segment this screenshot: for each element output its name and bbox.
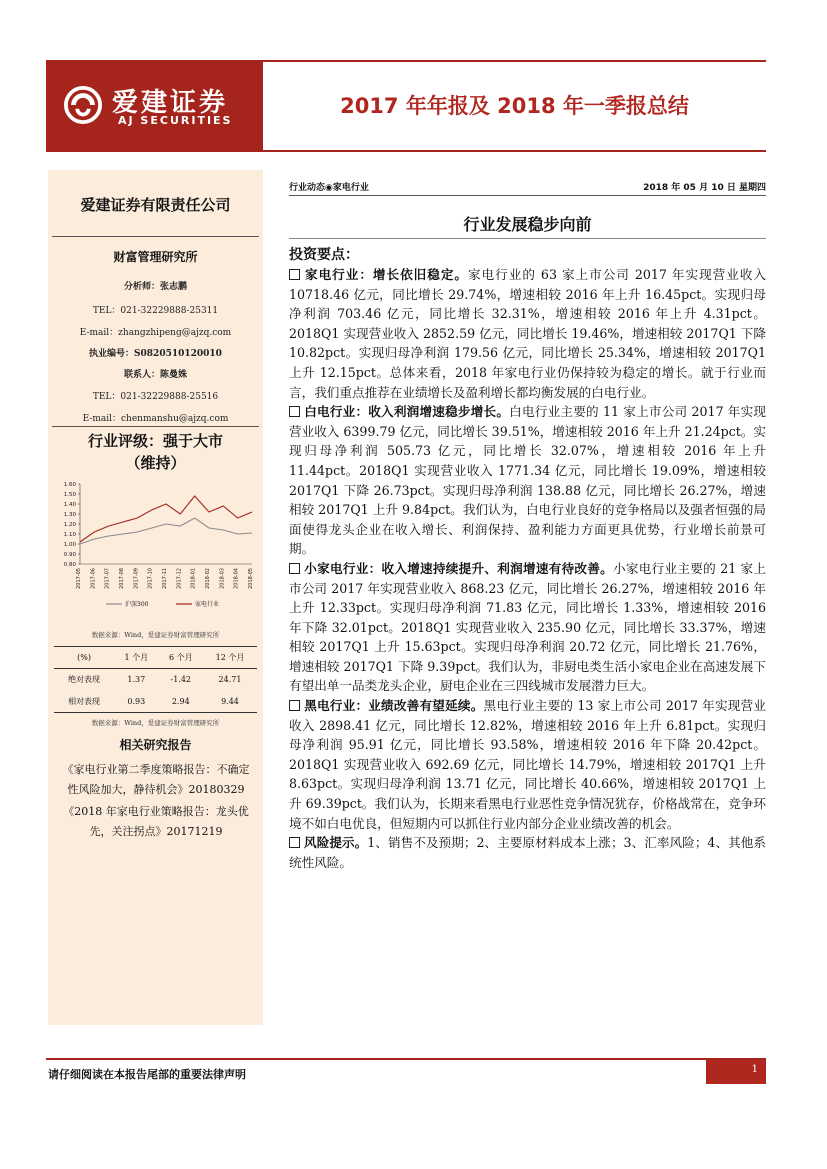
y-tick-label: 1.40 bbox=[63, 502, 76, 508]
legend-label: 沪深300 bbox=[125, 601, 149, 608]
header-rule-top bbox=[263, 60, 766, 62]
sidebar-divider bbox=[52, 426, 259, 427]
table-row bbox=[54, 669, 257, 691]
y-tick-label: 1.10 bbox=[63, 532, 76, 538]
related-reports-title: 相关研究报告 bbox=[119, 738, 192, 752]
logo-mark-icon bbox=[64, 86, 102, 124]
performance-table bbox=[54, 646, 257, 713]
x-tick-label: 2017-10 bbox=[147, 568, 154, 589]
contact-email[interactable]: E-mail：chenmanshu@ajzq.com bbox=[82, 414, 229, 424]
point-lead: 黑电行业：业绩改善有望延续。 bbox=[304, 698, 484, 714]
x-tick-label: 2017-09 bbox=[133, 568, 140, 589]
investment-points-label: 投资要点： bbox=[289, 247, 359, 263]
x-tick-label: 2017-08 bbox=[119, 568, 125, 589]
table-cell: 0.93 bbox=[114, 691, 158, 713]
table-source: 数据来源：Wind，爱建证券财富管理研究所 bbox=[91, 719, 220, 727]
analyst-email[interactable]: E-mail：zhangzhipeng@ajzq.com bbox=[79, 328, 232, 338]
x-tick-label: 2017-12 bbox=[176, 568, 183, 589]
y-tick-label: 0.90 bbox=[63, 552, 76, 558]
table-cell: 2.94 bbox=[159, 691, 203, 713]
y-tick-label: 1.60 bbox=[63, 482, 76, 488]
page-number: 1 bbox=[706, 1060, 766, 1084]
footer-rule bbox=[46, 1058, 766, 1060]
table-header-row bbox=[54, 647, 257, 669]
logo bbox=[46, 60, 263, 152]
sidebar-divider bbox=[52, 236, 259, 237]
checkbox-bullet-icon bbox=[289, 406, 300, 417]
report-title: 2017 年年报及 2018 年一季报总结 bbox=[340, 94, 689, 118]
rating-line-1: 行业评级：强于大市 bbox=[87, 432, 223, 450]
table-cell: 绝对表现 bbox=[68, 675, 101, 685]
table-cell: -1.42 bbox=[170, 675, 192, 685]
table-row bbox=[54, 691, 257, 713]
main-title: 行业发展稳步向前 bbox=[463, 215, 592, 234]
table-header-cell: 12 个月 bbox=[203, 647, 257, 669]
chart-source: 数据来源：Wind，爱建证券财富管理研究所 bbox=[91, 631, 220, 639]
checkbox-bullet-icon bbox=[289, 837, 300, 848]
analyst-tel: TEL：021-32229888-25311 bbox=[92, 306, 219, 316]
point-text: 小家电行业主要的 21 家上市公司 2017 年实现营业收入 868.23 亿元，同比增长 26.27%，增速相较 2016 年上升 12.33pct。实现归母净利润 71.83 亿元，同比增长 1.33%，增速相较 2016 年下降 32.01pct。2018Q1 实现营业收入 235.90 亿元，同比增长 33.37%，增速相较 2017Q1 上升 15.63pct。实现归母净利润 20.72 亿元，同比增长 21.76%，增速相较 2017Q1 下降 9.39pct。我们认为，非厨电类生活小家电企业在高速发展下有望出单一品类龙头企业，厨电企业在三四线城市发展潜力巨大。 bbox=[289, 560, 767, 694]
x-tick-label: 2018-03 bbox=[219, 568, 226, 589]
rating-line-2: （维持） bbox=[125, 454, 186, 472]
table-cell: 相对表现 bbox=[54, 691, 114, 713]
point-paragraph bbox=[289, 833, 766, 872]
point-paragraph bbox=[289, 265, 766, 402]
meta-divider bbox=[289, 195, 766, 196]
legal-disclaimer-link[interactable]: 请仔细阅读在本报告尾部的重要法律声明 bbox=[48, 1068, 246, 1081]
point-text: 黑电行业主要的 13 家上市公司 2017 年实现营业收入 2898.41 亿元，同比增长 12.82%，增速相较 2016 年上升 6.81pct。实现归母净利润 95.91 亿元，同比增长 93.58%，增速相较 2016 年下降 20.42pct。2018Q1 实现营业收入 692.69 亿元，同比增长 14.79%，增速相较 2017Q1 上升 8.63pct。实现归母净利润 13.71 亿元，同比增长 40.66%，增速相较 2017Q1 上升 69.39pct。我们认为，长期来看黑电行业恶性竞争情况犹存，价格战常在，竞争环境不如白电优良，但短期内可以抓住行业内部分企业业绩改善的机会。 bbox=[289, 698, 766, 831]
checkbox-bullet-icon bbox=[289, 700, 300, 711]
table-header-cell: 1 个月 bbox=[114, 647, 158, 669]
checkbox-bullet-icon bbox=[289, 563, 300, 574]
company-name: 爱建证券有限责任公司 bbox=[80, 196, 231, 214]
table-cell: 24.71 bbox=[218, 675, 242, 685]
y-tick-label: 1.30 bbox=[63, 512, 76, 518]
point-paragraph bbox=[289, 402, 766, 559]
industry-rating bbox=[48, 430, 263, 474]
analyst-name: 分析师：张志鹏 bbox=[123, 282, 187, 292]
investment-points bbox=[289, 265, 766, 872]
legend-label: 家电行业 bbox=[195, 601, 220, 608]
contact-tel: TEL：021-32229888-25516 bbox=[92, 392, 219, 402]
point-text: 1、销售不及预期；2、主要原材料成本上涨；3、汇率风险；4、其他系统性风险。 bbox=[289, 835, 767, 870]
sidebar bbox=[48, 170, 263, 1025]
point-lead: 小家电行业：收入增速持续提升、利润增速有待改善。 bbox=[304, 560, 614, 576]
points-divider bbox=[289, 238, 766, 239]
license-number: 执业编号：S0820510120010 bbox=[89, 349, 222, 359]
performance-chart bbox=[54, 478, 259, 618]
table-cell: 1.37 bbox=[127, 675, 146, 685]
y-tick-label: 1.00 bbox=[63, 542, 76, 548]
point-text: 家电行业的 63 家上市公司 2017 年实现营业收入 10718.46 亿元，同比增长 29.74%，增速相较 2016 年上升 16.45pct。实现归母净利润 703.46 亿元，同比增长 32.31%，增速相较 2016 年上升 4.31pct。2018Q1 实现营业收入 2852.59 亿元，同比增长 19.46%，增速相较 2017Q1 下降 10.82pct。实现归母净利润 179.56 亿元，同比增长 25.34%，增速相较 2017Q1 上升 12.15pct。总体来看，2018 年家电行业仍保持较为稳定的增长。就于行业而言，我们重点推荐在业绩增长及盈利增长都均衡发展的白电行业。 bbox=[289, 267, 767, 400]
point-lead: 白电行业：收入利润增速稳步增长。 bbox=[304, 404, 510, 420]
x-tick-label: 2018-05 bbox=[248, 568, 254, 589]
header-rule-bottom bbox=[263, 150, 766, 152]
report-category: 行业动态◉家电行业 bbox=[289, 183, 369, 193]
x-tick-label: 2018-04 bbox=[233, 568, 240, 589]
x-tick-label: 2017-05 bbox=[76, 568, 82, 589]
table-header-cell: (%) bbox=[54, 647, 114, 669]
x-tick-label: 2017-07 bbox=[104, 568, 111, 589]
research-dept: 财富管理研究所 bbox=[113, 250, 198, 264]
series-line-hs300 bbox=[80, 518, 252, 544]
x-tick-label: 2018-01 bbox=[190, 568, 197, 589]
point-lead: 家电行业：增长依旧稳定。 bbox=[304, 267, 469, 282]
related-report-link[interactable]: 《2018 年家电行业策略报告：龙头优先，关注拐点》20171219 bbox=[63, 805, 249, 838]
x-tick-label: 2018-02 bbox=[205, 568, 211, 589]
point-paragraph bbox=[289, 696, 766, 833]
table-cell: 9.44 bbox=[203, 691, 257, 713]
y-tick-label: 0.80 bbox=[63, 562, 76, 568]
x-tick-label: 2017-06 bbox=[90, 568, 97, 589]
contact-name: 联系人：陈曼姝 bbox=[123, 370, 187, 380]
y-tick-label: 1.20 bbox=[63, 522, 76, 528]
point-paragraph bbox=[289, 559, 766, 696]
y-tick-label: 1.50 bbox=[63, 492, 76, 498]
table-header-cell: 6 个月 bbox=[159, 647, 203, 669]
point-text: 白电行业主要的 11 家上市公司 2017 年实现营业收入 6399.79 亿元，同比增长 39.51%，增速相较 2016 年上升 21.24pct。实现归母净利润 505.73 亿元，同比增长 32.07%，增速相较 2016 年上升 11.44pct。2018Q1 实现营业收入 1771.34 亿元，同比增长 19.09%，增速相较 2017Q1 下降 26.73pct。实现归母净利润 138.88 亿元，同比增长 26.27%，增速相较 2017Q1 上升 9.84pct。我们认为，白电行业良好的竞争格局以及强者恒强的局面使得龙头企业在收入增长、利润保持、盈利能力方面更具优势，行业增长前景可期。 bbox=[289, 404, 767, 557]
logo-text-en: AJ SECURITIES bbox=[118, 114, 233, 127]
related-report-link[interactable]: 《家电行业第二季度策略报告：不确定性风险加大，静待机会》20180329 bbox=[62, 763, 250, 796]
checkbox-bullet-icon bbox=[289, 269, 300, 280]
logo-text-cn: 爱建证券 bbox=[112, 88, 229, 118]
x-tick-label: 2017-11 bbox=[162, 568, 168, 589]
report-date: 2018 年 05 月 10 日 星期四 bbox=[643, 183, 766, 193]
point-lead: 风险提示。 bbox=[304, 835, 368, 851]
performance-chart-svg bbox=[54, 478, 259, 618]
series-line-appliance bbox=[80, 496, 252, 542]
